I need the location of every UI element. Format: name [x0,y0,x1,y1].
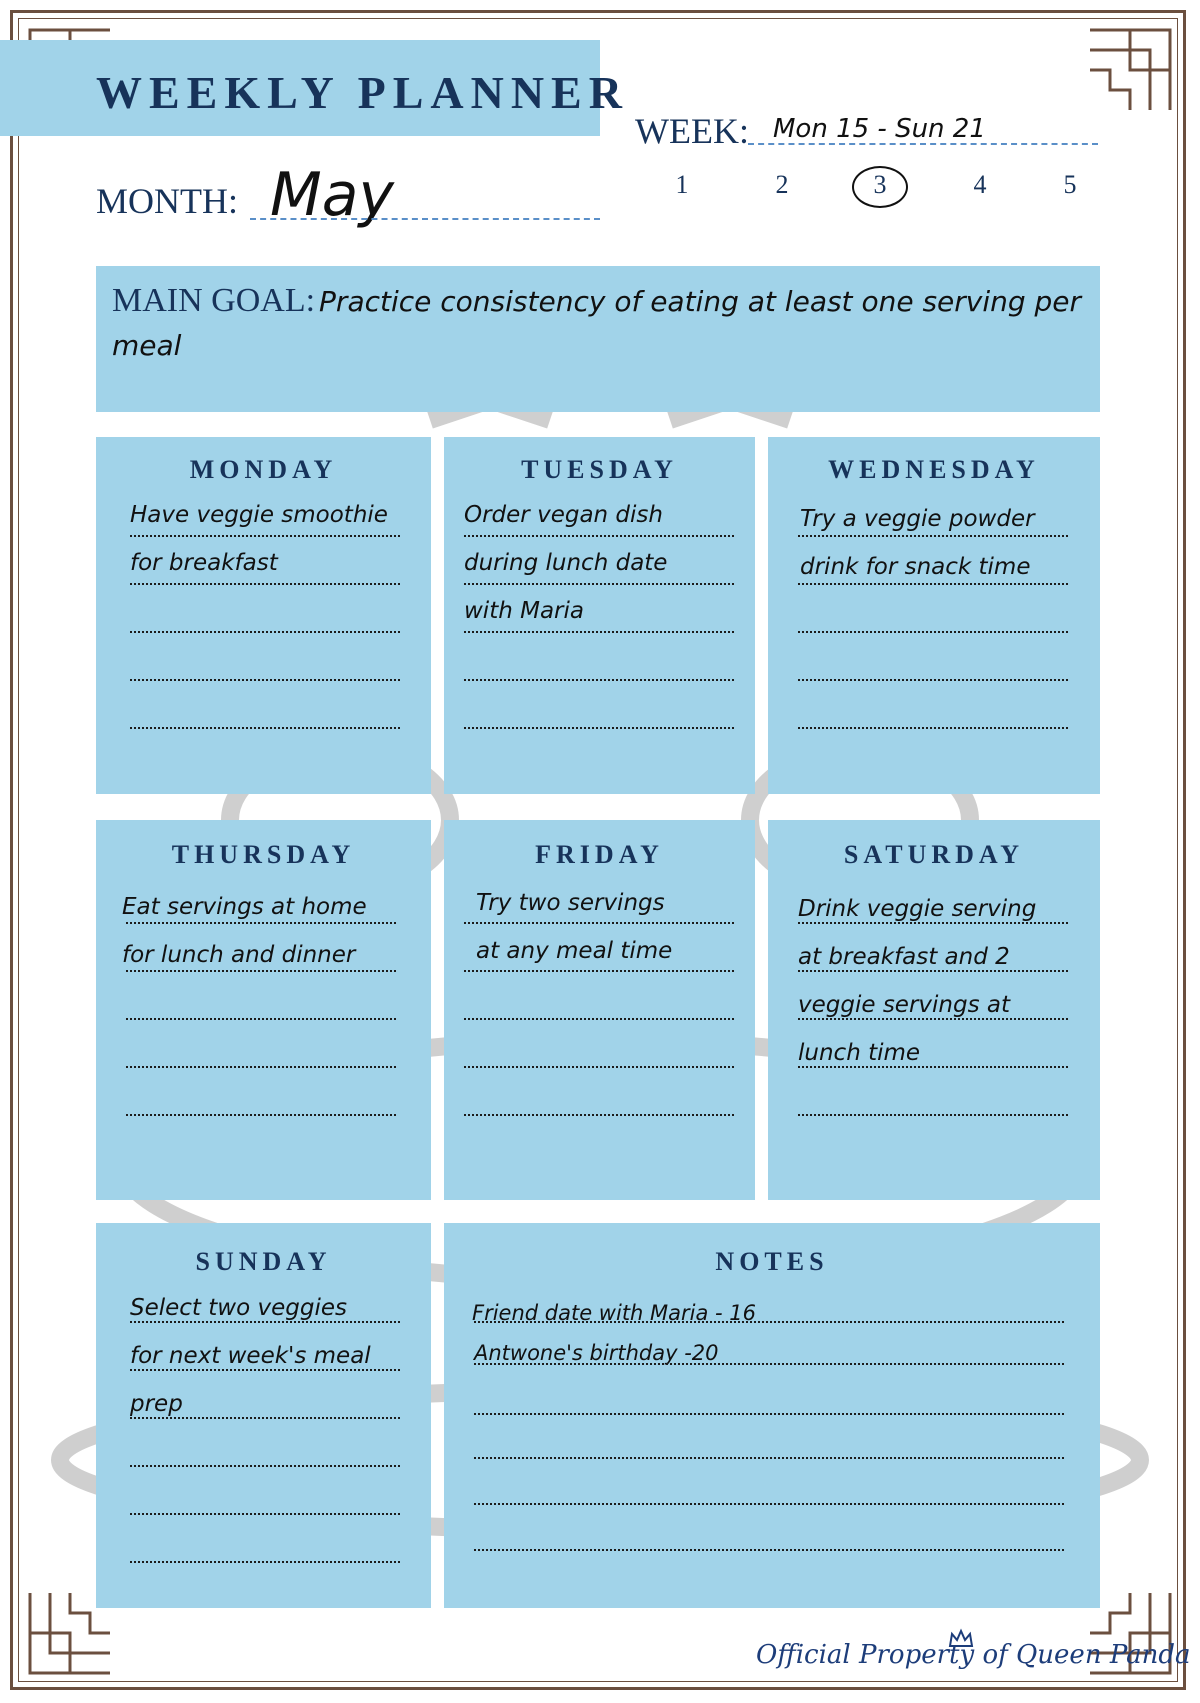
friday-line-1 [464,922,734,924]
sunday-entry-3[interactable]: prep [130,1391,183,1417]
month-value[interactable]: May [270,160,395,230]
saturday-entry-2[interactable]: at breakfast and 2 [798,944,1010,970]
sunday-entry-1[interactable]: Select two veggies [130,1295,347,1321]
sunday-line-6 [130,1561,400,1563]
page-title: WEEKLY PLANNER [96,67,629,118]
corner-ornament-top-right [1080,10,1190,120]
week-value[interactable]: Mon 15 - Sun 21 [773,114,986,144]
tuesday-entry-3[interactable]: with Maria [464,598,584,624]
week-number-3[interactable]: 3 [873,170,887,199]
friday-card [444,820,755,1200]
saturday-line-3 [798,1018,1068,1020]
monday-line-2 [130,583,400,585]
saturday-line-2 [798,970,1068,972]
saturday-title: SATURDAY [843,840,1025,869]
tuesday-line-1 [464,535,734,537]
notes-card [444,1223,1100,1608]
thursday-title: THURSDAY [171,840,356,869]
week-number-1[interactable]: 1 [675,170,689,199]
tuesday-line-2 [464,583,734,585]
sunday-line-5 [130,1513,400,1515]
month-label: MONTH: [96,181,238,221]
sunday-line-4 [130,1465,400,1467]
monday-entry-1[interactable]: Have veggie smoothie [130,502,388,528]
friday-line-2 [464,970,734,972]
saturday-line-4 [798,1066,1068,1068]
footer-signature: Official Property of Queen Panda [756,1640,1191,1670]
notes-title: NOTES [715,1247,829,1276]
tuesday-card [444,437,755,794]
thursday-line-3 [126,1018,396,1020]
week-underline [748,143,1098,145]
friday-title: FRIDAY [535,840,664,869]
monday-line-4 [130,679,400,681]
notes-line-1 [474,1321,1064,1323]
saturday-entry-1[interactable]: Drink veggie serving [798,896,1037,922]
saturday-entry-3[interactable]: veggie servings at [798,992,1010,1018]
friday-line-4 [464,1066,734,1068]
wednesday-card [768,437,1100,794]
tuesday-entry-1[interactable]: Order vegan dish [464,502,663,528]
notes-line-5 [474,1503,1064,1505]
month-underline [250,218,600,220]
crown-icon [948,1628,974,1648]
notes-line-3 [474,1413,1064,1415]
monday-line-3 [130,631,400,633]
tuesday-line-5 [464,727,734,729]
thursday-entry-1[interactable]: Eat servings at home [122,894,367,920]
friday-line-5 [464,1114,734,1116]
sunday-entry-2[interactable]: for next week's meal [130,1343,371,1369]
wednesday-line-4 [798,679,1068,681]
saturday-line-1 [798,922,1068,924]
notes-line-4 [474,1457,1064,1459]
week-number-4[interactable]: 4 [973,170,987,199]
monday-line-1 [130,535,400,537]
thursday-line-1 [126,922,396,924]
thursday-line-5 [126,1114,396,1116]
sunday-line-3 [130,1417,400,1419]
wednesday-line-2 [798,583,1068,585]
sunday-line-1 [130,1321,400,1323]
saturday-card [768,820,1100,1200]
thursday-entry-2[interactable]: for lunch and dinner [122,942,356,968]
monday-line-5 [130,727,400,729]
week-label: WEEK: [635,111,749,151]
week-number-5[interactable]: 5 [1063,170,1077,199]
sunday-line-2 [130,1369,400,1371]
wednesday-line-1 [798,535,1068,537]
saturday-line-5 [798,1114,1068,1116]
friday-entry-2[interactable]: at any meal time [476,938,673,964]
notes-entry-1[interactable]: Friend date with Maria - 16 [472,1301,757,1325]
tuesday-line-4 [464,679,734,681]
notes-line-6 [474,1549,1064,1551]
wednesday-line-5 [798,727,1068,729]
wednesday-entry-2[interactable]: drink for snack time [800,554,1031,580]
main-goal-label: MAIN GOAL: [112,282,316,319]
monday-card [96,437,431,794]
main-goal-box[interactable] [96,266,1100,412]
wednesday-title: WEDNESDAY [828,455,1040,484]
notes-line-2 [474,1363,1064,1365]
sunday-title: SUNDAY [195,1247,332,1276]
sunday-card [96,1223,431,1608]
notes-entry-2[interactable]: Antwone's birthday -20 [474,1341,719,1365]
tuesday-line-3 [464,631,734,633]
saturday-entry-4[interactable]: lunch time [798,1040,921,1066]
week-number-2[interactable]: 2 [775,170,789,199]
wednesday-line-3 [798,631,1068,633]
thursday-line-4 [126,1066,396,1068]
tuesday-entry-2[interactable]: during lunch date [464,550,668,576]
tuesday-title: TUESDAY [521,455,678,484]
main-goal-text[interactable]: Practice consistency of eating at least one serving per meal [112,285,1082,362]
friday-line-3 [464,1018,734,1020]
friday-entry-1[interactable]: Try two servings [476,890,665,916]
monday-title: MONDAY [189,455,338,484]
thursday-card [96,820,431,1200]
wednesday-entry-1[interactable]: Try a veggie powder [800,506,1035,532]
monday-entry-2[interactable]: for breakfast [130,550,278,576]
thursday-line-2 [126,970,396,972]
